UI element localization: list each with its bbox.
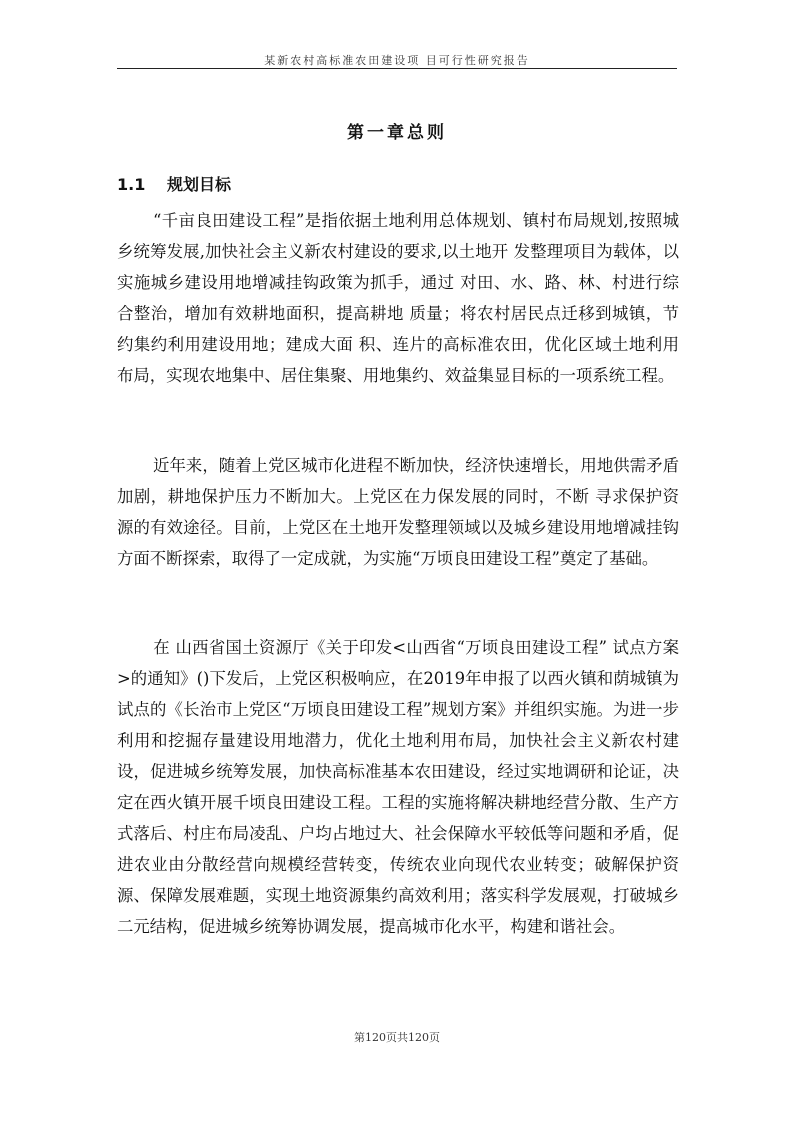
paragraph-text: 在 山西省国土资源厅《关于印发<山西省“万顷良田建设工程” 试点方案>的通知》()下发后，上党区积极响应，在2019年申报了以西火镇和荫城镇为试点的《长治市上党区“万顷良田建设工程”规划方案》并组织实施。为进一步利用和挖掘存量建设用地潜力，优化土地利用布局，加快社会主义新农村建设，促进城乡统筹发展，加快高标准基本农田建设，经过实地调研和论证，决定在西火镇开展千顷良田建设工程。工程的实施将解决耕地经营分散、生产方式落后、村庄布局凌乱、户均占地过大、社会保障水平较低等问题和矛盾，促进农业由分散经营向规模经营转变，传统农业向现代农业转变；破解保护资源、保障发展难题，实现土地资源集约高效利用；落实科学发展观，打破城乡二元结构，促进城乡统筹协调发展，提高城市化水平，构建和谐社会。 (117, 638, 679, 936)
header-divider (117, 68, 677, 69)
paragraph-text: “千亩良田建设工程”是指依据土地利用总体规划、镇村布局规划,按照城乡统筹发展,加快社会主义新农村建设的要求,以土地开 发整理项目为载体，以实施城乡建设用地增减挂钩政策为抓手，通过 对田、水、路、林、村进行综合整治，增加有效耕地面积，提高耕地 质量；将农村居民点迁移到城镇，节约集约利用建设用地；建成大面 积、连片的高标准农田，优化区域土地利用布局，实现农地集中、居住集聚、用地集约、效益集显目标的一项系统工程。 (117, 211, 679, 385)
body-paragraph-2 (117, 450, 679, 574)
section-title: 规划目标 (167, 175, 232, 194)
paragraph-text: 近年来，随着上党区城市化进程不断加快，经济快速增长，用地供需矛盾加剧，耕地保护压力不断加大。上党区在力保发展的同时，不断 寻求保护资源的有效途径。目前，上党区在土地开发整理领域以及城乡建设用地增减挂钩方面不断探索，取得了一定成就，为实施“万顷良田建设工程”奠定了基础。 (117, 456, 679, 568)
section-heading (117, 172, 231, 195)
chapter-title: 第一章总则 (347, 123, 447, 143)
running-header: 某新农村高标准农田建设项 目可行性研究报告 (264, 54, 530, 67)
body-paragraph-1 (117, 205, 679, 391)
body-paragraph-3 (117, 632, 679, 942)
section-number: 1.1 (117, 175, 146, 194)
page-footer: 第120页共120页 (354, 1031, 440, 1044)
